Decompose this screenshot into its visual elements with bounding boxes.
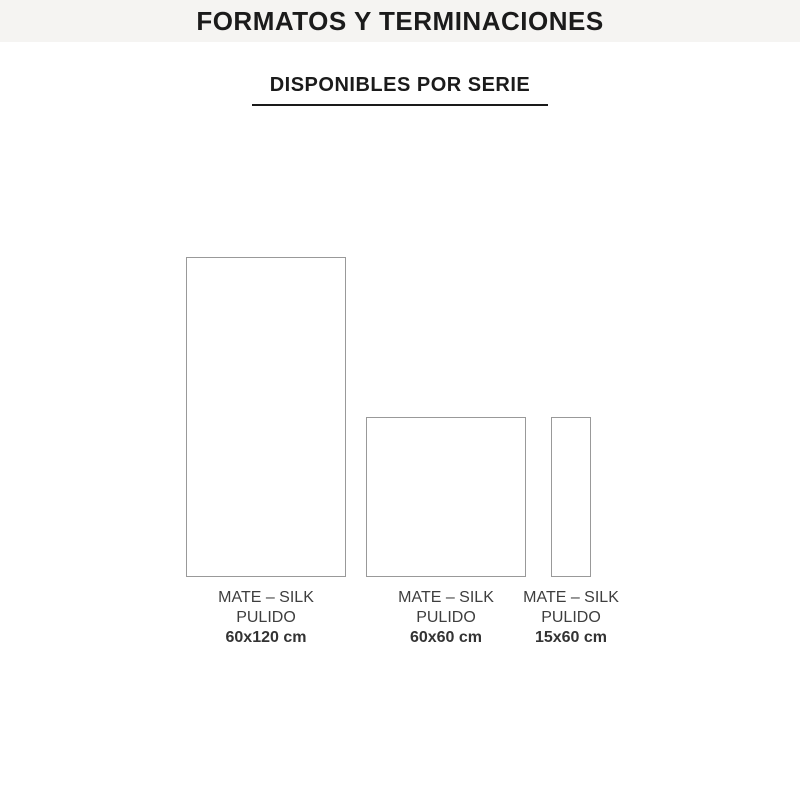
page-title: FORMATOS Y TERMINACIONES (196, 5, 604, 36)
tile-size-label: 60x120 cm (225, 629, 307, 646)
tile-label-15x60 (523, 588, 619, 648)
page-header (0, 0, 800, 42)
tile-finish-line1: MATE – SILK (398, 589, 494, 606)
tile-rect-60x60 (366, 417, 526, 577)
tile-format-60x120 (186, 257, 346, 648)
tile-finish-line1: MATE – SILK (218, 589, 314, 606)
tile-finish-line2: PULIDO (416, 609, 476, 626)
tile-label-60x60 (398, 588, 494, 648)
tile-format-60x60 (366, 417, 526, 648)
tile-size-label: 15x60 cm (534, 629, 608, 646)
tile-finish-line1: MATE – SILK (523, 589, 619, 606)
tile-format-15x60 (510, 417, 632, 648)
tile-rect-60x120 (186, 257, 346, 577)
section-subtitle-row (0, 74, 800, 106)
tile-size-label: 60x60 cm (409, 629, 483, 646)
tile-label-60x120 (218, 588, 314, 648)
tile-rect-15x60 (551, 417, 591, 577)
section-subtitle: DISPONIBLES POR SERIE (252, 74, 549, 106)
tile-finish-line2: PULIDO (236, 609, 296, 626)
tile-finish-line2: PULIDO (541, 609, 601, 626)
